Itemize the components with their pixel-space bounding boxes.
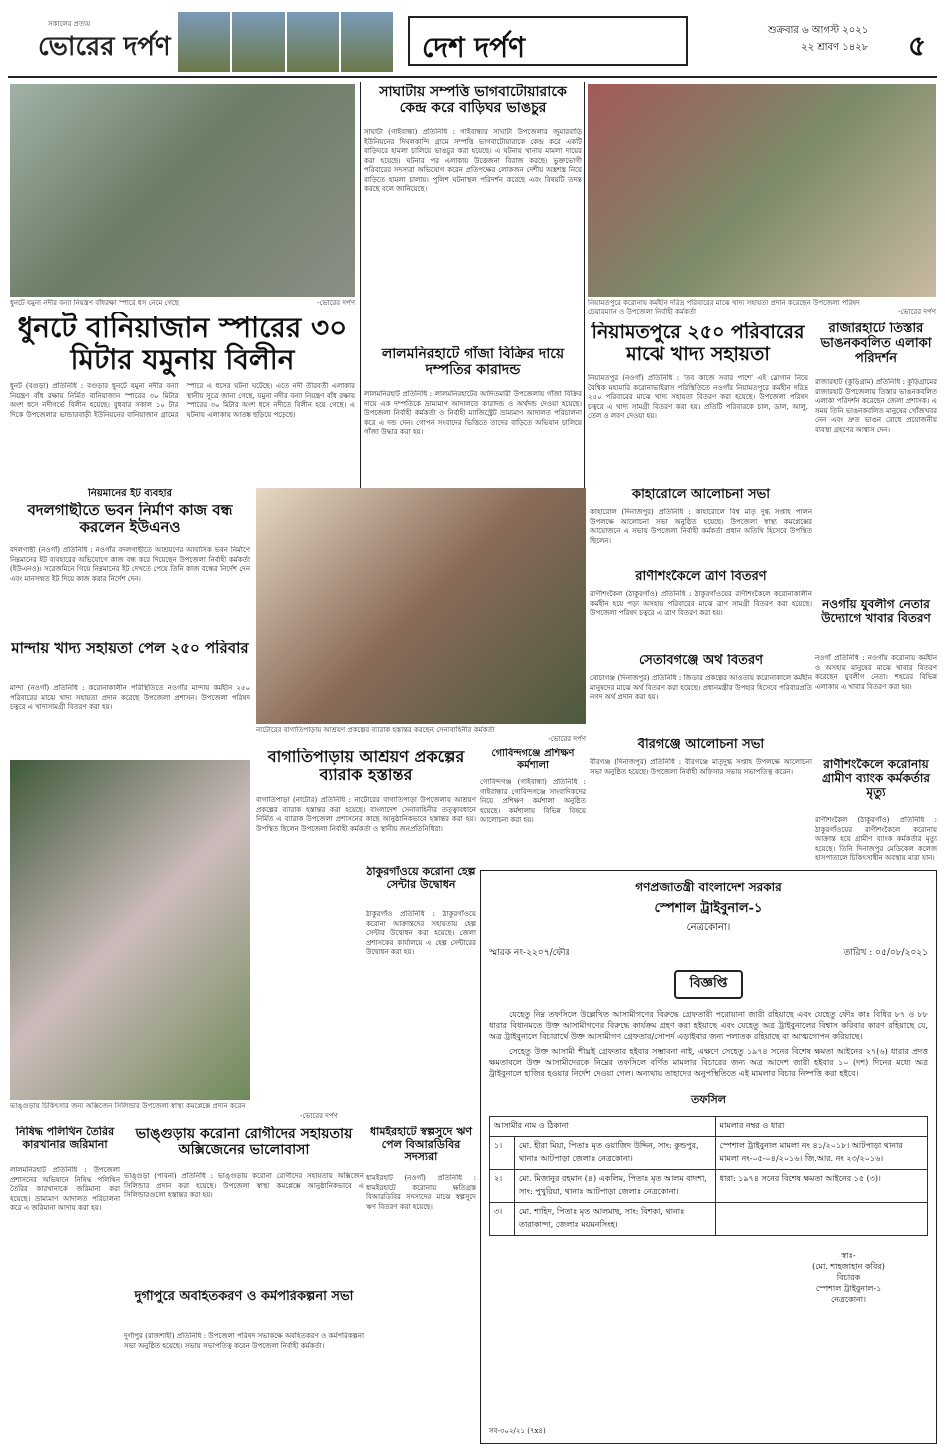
signature-name: (মো. শাহজাহান কবির) bbox=[812, 1262, 885, 1271]
dhunat-caption: ধুনটে যমুনা নদীর বন্যা নিয়ন্ত্রণ বাঁধরক্ষা স্পারে ধস নেমে গেছে bbox=[10, 299, 179, 307]
logo-tagline: সকালের প্রত্যয় bbox=[48, 20, 91, 28]
saghata-headline: সাঘাটায় সম্পত্তি ভাগবাটোয়ারাকে কেন্দ্র করে বাড়িঘর ভাঙচুর bbox=[379, 84, 567, 117]
birganj-headline: বীরগঞ্জে আলোচনা সভা bbox=[637, 738, 765, 752]
schedule-row-number: ১। bbox=[490, 1137, 515, 1170]
schedule-row-number: ৩। bbox=[490, 1203, 515, 1236]
schedule-case bbox=[715, 1203, 928, 1236]
ranishankail-body: রাণীশংকৈল (ঠাকুরগাঁও) প্রতিনিধি : ঠাকুরগাঁওয়ের রাণীশংকৈলে করোনাকালীন কর্মহীন হয়ে পড়া অসহায় পরিবারের মাঝে ত্রাণ সামগ্রী বিতরণ করা হয়েছে। উপজেলা পরিষদ চত্বরে এ ত্রাণ বিতরণ করা হয়। bbox=[590, 590, 812, 617]
niamatpur-credit: -ভোরের দর্পণ bbox=[898, 308, 936, 316]
notice-tribunal: স্পেশাল ট্রাইবুনাল-১ bbox=[654, 901, 763, 916]
lalmonirhat-body: লালমনিরহাট প্রতিনিধি : লালমনিরহাটের আদিতমারী উপজেলায় গাঁজা বিক্রির দায়ে এক দম্পতিকে ভ্রাম্যমাণ আদালতে কারাদন্ড ও অর্থদন্ড দেওয়া হয়েছে। উপজেলা নির্বাহী কর্মকর্তা ও নির্বাহী ম্যাজিস্ট্রেট ভ্রাম্যমাণ আদালত পরিচালনা করে এ দন্ড দেন। গোপন সংবাদের ভিত্তিতে তাদের বাড়িতে অভিযান চালিয়ে গাঁজা উদ্ধার করা হয়। bbox=[364, 390, 582, 436]
notice-paragraph-1: যেহেতু নিম্ন তফসিলে উল্লেখিত আসামীগণের বিরুদ্ধে গ্রেফতারী পরোয়ানা জারী রহিয়াছে এবং যেহেতু ফৌঃ কাঃ বিধির ৮৭ ও ৮৮ ধারার বিধানমতে উক্ত আসামীগণের বিরুদ্ধে কার্যক্রম গ্রহণ করা হইয়াছে এবং যেহেতু অত্র ট্রাইবুনালের বিশ্বাস করিবার কারণ রহিয়াছে যে, অত্র ট্রাইবুনালে বিচারার্থে উক্ত আসামীগণ গ্রেফতার/সোপর্দ এড়াইবার জন্য পলাতক রহিয়াছে বা আত্মগোপন করিয়াছে। bbox=[489, 1010, 928, 1041]
dhunat-headline: ধুনটে বানিয়াজান স্পারের ৩০ মিটার যমুনায় বিলীন bbox=[17, 312, 348, 377]
notice-signature bbox=[769, 1250, 928, 1305]
durgapur-body: দুর্গাপুর (রাজশাহী) প্রতিনিধি : উপজেলা পরিষদ সভাকক্ষে অবহিতকরণ ও কর্মপরিকল্পনা সভা অনুষ্ঠিত হয়েছে। সভায় সভাপতিত্ব করেন উপজেলা নির্বাহী কর্মকর্তা। bbox=[124, 1332, 364, 1350]
manda-body: মান্দা (নওগাঁ) প্রতিনিধি : করোনাকালীন পরিস্থিতিতে নওগাঁর মান্দায় কর্মহীন ২৫০ পরিবারের মাঝে খাদ্য সহায়তা প্রদান করেছে উপজেলা প্রশাসন। উপজেলা পরিষদ চত্বরে এ খাদ্যসামগ্রী বিতরণ করা হয়। bbox=[10, 684, 250, 711]
kaharole-body: কাহারোল (দিনাজপুর) প্রতিনিধি : কাহারোলে বিশ্ব মাতৃ দুগ্ধ সপ্তাহ পালন উপলক্ষে আলোচনা সভা অনুষ্ঠিত হয়েছে। উপজেলা স্বাস্থ্য কমপ্লেক্সের আয়োজনে এ সভায় উপজেলা নির্বাহী কর্মকর্তা প্রধান অতিথি হিসেবে উপস্থিত ছিলেন। bbox=[590, 508, 812, 545]
badalgachhi-headline: বদলগাছীতে ভবন নির্মাণ কাজ বন্ধ করলেন ইউএনও bbox=[27, 502, 233, 537]
niamatpur-photo bbox=[588, 84, 936, 297]
bagatipara-body: বাগাতিপাড়া (নাটোর) প্রতিনিধি : নাটোরের বাগাতিপাড়া উপজেলায় আশ্রয়ণ প্রকল্পের ব্যারাক হস্তান্তর করা হয়েছে। বাংলাদেশ সেনাবাহিনীর তত্ত্বাবধানে নির্মিত এ ব্যারাক উপজেলা প্রশাসনের কাছে আনুষ্ঠানিকভাবে হস্তান্তর করা হয়। উপস্থিত ছিলেন উপজেলা নির্বাহী কর্মকর্তা ও স্থানীয় জনপ্রতিনিধিরা। bbox=[256, 796, 476, 833]
table-row bbox=[490, 1203, 928, 1236]
ranishankail-death-body: রাণীশংকৈল (ঠাকুরগাঁও) প্রতিনিধি : ঠাকুরগাঁওয়ের রাণীশংকৈলে করোনায় আক্রান্ত হয়ে গ্রামীণ ব্যাংক কর্মকর্তার মৃত্যু হয়েছে। তিনি দিনাজপুর মেডিকেল কলেজ হাসপাতালে চিকিৎসাধীন অবস্থায় মারা যান। bbox=[815, 816, 937, 862]
notice-paragraph-2: সেহেতু উক্ত আসামী শীঘ্রই গ্রেফতার হইবার সম্ভাবনা নাই, এক্ষণে সেহেতু ১৯৭৪ সনের বিশেষ ক্ষমতা আইনের ২৭(৬) ধারার প্রদত্ত ক্ষমতাবলে উক্ত আসামীদেরকে নিম্নের তফসিলে বর্ণিত মামলার বিচারের জন্য অত্র আদেশ জারী হইবার ১০ (দশ) দিনের মধ্যে অত্র ট্রাইবুনালে হাজির হওয়ার নির্দেশ দেওয়া গেল। অন্যথায় তাহাদের অনুপস্থিতিতে এই মামলার বিচার নিষ্পত্তি করা হইবে। bbox=[489, 1047, 928, 1078]
table-row bbox=[490, 1137, 928, 1170]
dhamoirhat-headline: ধামইরহাটে স্বল্পসুদে ঋণ পেল বিআরডিবির সদস্যরা bbox=[369, 1126, 473, 1164]
schedule-header-accused: আসামীর নাম ও ঠিকানা bbox=[490, 1117, 716, 1137]
signature-title: বিচারক bbox=[836, 1273, 861, 1282]
masthead-photo-strip bbox=[178, 12, 393, 72]
section-title: দেশ দর্পণ bbox=[408, 16, 688, 66]
newspaper-logo: ভোরের দর্পণ bbox=[38, 32, 171, 62]
notice-schedule-table bbox=[489, 1116, 928, 1236]
naogaon-jubolig-body: নওগাঁ প্রতিনিধি : নওগাঁয় করোনায় কর্মহীন ও অসহায় মানুষের মাঝে খাবার বিতরণ করেছেন যুবলীগ নেতা। শহরের বিভিন্ন এলাকায় এ খাবার বিতরণ করা হয়। bbox=[815, 654, 937, 691]
dateline bbox=[768, 22, 868, 56]
notice-memo: স্মারক নং-২২০৭/ফৌঃ bbox=[489, 948, 571, 958]
niamatpur-headline: নিয়ামতপুরে ২৫০ পরিবারের মাঝে খাদ্য সহায়তা bbox=[591, 322, 805, 365]
bagatipara-photo bbox=[256, 488, 586, 724]
notice-footer-code: সব-৩০২/২১ (৭x৪) bbox=[489, 1427, 546, 1435]
gobindaganj-headline: গোবিন্দগঞ্জে প্রশিক্ষণ কর্মশালা bbox=[491, 748, 575, 771]
date-bengali: ২২ শ্রাবণ ১৪২৮ bbox=[801, 42, 869, 53]
bhangura-body: ভাঙ্গুড়া (পাবনা) প্রতিনিধি : ভাঙ্গুড়ায় করোনা রোগীদের সহায়তায় অক্সিজেন সিলিন্ডার প্রদান করা হয়েছে। উপজেলা স্বাস্থ্য কমপ্লেক্সে আনুষ্ঠানিকভাবে এ সিলিন্ডারগুলো হস্তান্তর করা হয়। bbox=[124, 1172, 364, 1199]
bagatipara-headline: বাগাতিপাড়ায় আশ্রয়ণ প্রকল্পের ব্যারাক হস্তান্তর bbox=[267, 748, 465, 785]
ranishankail-death-headline: রাণীশংকৈলে করোনায় গ্রামীণ ব্যাংক কর্মকর্তার মৃত্যু bbox=[822, 758, 930, 799]
bhangura-photo-caption: ভাঙ্গুড়ায় চিকিৎসার জন্য অক্সিজেন সিলিন্ডার উপজেলা স্বাস্থ্য কমপ্লেক্সে প্রদান করেন bbox=[10, 1102, 246, 1110]
polythene-fine-body: লালমনিরহাট প্রতিনিধি : উপজেলা প্রশাসনের অভিযানে নিষিদ্ধ পলিথিন তৈরির কারখানাকে জরিমানা করা হয়েছে। ভ্রাম্যমাণ আদালত পরিচালনা করে এ জরিমানা আদায় করা হয়। bbox=[10, 1166, 120, 1212]
dhunat-credit: -ভোরের দর্পণ bbox=[317, 299, 355, 307]
dhunat-photo bbox=[10, 84, 355, 297]
schedule-accused: মো. হীরা মিয়া, পিতাঃ মৃত ওয়াজিদ উদ্দিন, সাং: কুন্ডপুর, থানাঃ আটপাড়া জেলাঃ নেত্রকোনা। bbox=[515, 1137, 716, 1170]
notice-title: বিজ্ঞপ্তি bbox=[674, 970, 744, 999]
dhamoirhat-body: ধামইরহাট (নওগাঁ) প্রতিনিধি : ধামইরহাটে করোনায় ক্ষতিগ্রস্ত বিআরডিবির সদস্যদের মাঝে স্বল্পসুদে ঋণ বিতরণ করা হয়েছে। bbox=[366, 1174, 476, 1211]
badalgachhi-body: বদলগাছী (নওগাঁ) প্রতিনিধি : নওগাঁর বদলগাছীতে আশ্রয়ণের আবাসিক ভবন নির্মাণে নিম্নমানের ইট ব্যবহারের অভিযোগে কাজ বন্ধ করে দিয়েছেন উপজেলা নির্বাহী কর্মকর্তা (ইউএনও)। সরেজমিনে গিয়ে নিম্নমানের ইট দেখতে পেয়ে তিনি কাজ বন্ধের নির্দেশ দেন এবং মানসম্মত ইট দিয়ে কাজ করার নির্দেশ দেন। bbox=[10, 546, 250, 583]
notice-place: নেত্রকোনা। bbox=[686, 922, 731, 933]
masthead bbox=[8, 8, 937, 78]
bhangura-headline: ভাঙ্গুড়ায় করোনা রোগীদের সহায়তায় অক্সিজেনের ভালোবাসা bbox=[135, 1126, 353, 1159]
gobindaganj-body: গোবিন্দগঞ্জ (গাইবান্ধা) প্রতিনিধি : গাইবান্ধার গোবিন্দগঞ্জে সাংবাদিকদের নিয়ে প্রশিক্ষণ কর্মশালা অনুষ্ঠিত হয়েছে। কর্মশালায় বিভিন্ন বিষয়ে আলোচনা করা হয়। bbox=[480, 778, 586, 824]
schedule-case: স্পেশাল ট্রাইবুনাল মামলা নং ৪১/২০১৮। আটপাড়া থানার মামলা নং-০৫-০৪/২০১৬। জি.আর. নং ২৩/২০১৬। bbox=[715, 1137, 928, 1170]
bhangura-photo-credit: -ভোরের দর্পণ bbox=[300, 1112, 338, 1120]
notice-government: গণপ্রজাতন্ত্রী বাংলাদেশ সরকার bbox=[635, 880, 782, 894]
notice-date: তারিখ : ০৫/০৮/২০২১ bbox=[843, 948, 928, 958]
setabganj-headline: সেতাবগঞ্জে অর্থ বিতরণ bbox=[639, 654, 763, 668]
schedule-accused: মো. শাহিদ, পিতাঃ মৃত আলমাছ, সাং: বিশকা, থানাঃ তারাকান্দা, জেলাঃ ময়মনসিংহ। bbox=[515, 1203, 716, 1236]
schedule-header-case: মামলার নম্বর ও ধারা bbox=[715, 1117, 928, 1137]
signature-place: নেত্রকোনা। bbox=[831, 1295, 866, 1304]
rajarhat-headline: রাজারহাটে তিস্তার ভাঙনকবলিত এলাকা পরিদর্শন bbox=[820, 322, 932, 366]
kaharole-headline: কাহারোলে আলোচনা সভা bbox=[631, 488, 770, 502]
bagatipara-photo-caption: নাটোরের বাগাতিপাড়ায় আশ্রয়ণ প্রকল্পের ব্যারাক হস্তান্তর করছেন সেনাবাহিনীর কর্মকর্তা bbox=[256, 726, 495, 734]
bhangura-photo bbox=[10, 760, 250, 1100]
ranishankail-headline: রাণীশংকৈলে ত্রাণ বিতরণ bbox=[635, 570, 767, 584]
schedule-accused: মো. মিজানুর রহমান (৪) একলিম, পিতাঃ মৃত আলম বাদশা, সাং: পুখুরিয়া, থানাঃ আটপাড়া জেলাঃ নেত্রকোনা। bbox=[515, 1170, 716, 1203]
setabganj-body: বোচাগঞ্জ (দিনাজপুর) প্রতিনিধি : জিডার প্রকল্পের আওতায় করোনাকালে কর্মহীন মানুষদের মাঝে অর্থ বিতরণ করা হয়েছে। প্রধানমন্ত্রীর উপহার হিসেবে পরিবারপ্রতি নগদ অর্থ প্রদান করা হয়। bbox=[590, 674, 812, 701]
signature-mark: স্বাঃ- bbox=[841, 1251, 856, 1260]
signature-tribunal: স্পেশাল ট্রাইবুনাল-১ bbox=[815, 1284, 882, 1293]
manda-headline: মান্দায় খাদ্য সহায়তা পেল ২৫০ পরিবার bbox=[11, 640, 249, 657]
thakurgaon-body: ঠাকুরগাঁও প্রতিনিধি : ঠাকুরগাঁওয়ে করোনা আক্রান্তদের সহায়তায় হেল্প সেন্টার উদ্বোধন করা হয়েছে। জেলা প্রশাসকের কার্যালয়ে এ হেল্প সেন্টারের উদ্বোধন করা হয়। bbox=[366, 910, 476, 956]
page-number: ৫ bbox=[908, 29, 927, 62]
schedule-row-number: ২। bbox=[490, 1170, 515, 1203]
notice-schedule-title: তফসিল bbox=[691, 1093, 726, 1106]
naogaon-jubolig-headline: নওগাঁয় যুবলীগ নেতার উদ্যোগে খাবার বিতরণ bbox=[821, 598, 931, 625]
thakurgaon-headline: ঠাকুরগাঁওয়ে করোনা হেল্প সেন্টার উদ্বোধন bbox=[366, 866, 476, 891]
rajarhat-body: রাজারহাট (কুড়িগ্রাম) প্রতিনিধি : কুড়িগ্রামের রাজারহাট উপজেলায় তিস্তার ভাঙনকবলিত এলাকা পরিদর্শন করেছেন জেলা প্রশাসক। এ সময় তিনি ভাঙনকবলিত মানুষের খোঁজখবর নেন এবং দ্রুত ভাঙন রোধে প্রয়োজনীয় ব্যবস্থা গ্রহণের আশ্বাস দেন। bbox=[815, 378, 937, 434]
niamatpur-body: নিয়ামতপুর (নওগাঁ) প্রতিনিধি : 'তব কাজে সবার পাশে' এই স্লোগান নিয়ে বৈশ্বিক মহামারি করোনাভাইরাস পরিস্থিতিতে নওগাঁর নিয়ামতপুরে কর্মহীন দরিদ্র ২৫০ পরিবারের মাঝে খাদ্য সহায়তা বিতরণ করা হয়েছে। উপজেলা পরিষদ চত্বরে এ খাদ্য সামগ্রী বিতরণ করা হয়। প্রতিটি পরিবারকে চাল, ডাল, আলু, তেল ও লবণ দেওয়া হয়। bbox=[588, 374, 808, 420]
lalmonirhat-headline: লালমনিরহাটে গাঁজা বিক্রির দায়ে দম্পতির কারাদন্ড bbox=[381, 346, 565, 379]
niamatpur-caption: নিয়ামতপুরে করোনায় কর্মহীন দরিদ্র পরিবারের মাঝে খাদ্য সহায়তা প্রদান করেছেন উপজেলা পরিষদ চেয়ারম্যান ও উপজেলা নির্বাহী কর্মকর্তা bbox=[588, 299, 860, 316]
badalgachhi-kicker: নিয়মানের ইট ব্যবহার bbox=[88, 488, 172, 499]
saghata-body: সাঘাটা (গাইবান্ধা) প্রতিনিধি : গাইবান্ধার সাঘাটা উপজেলার জুমারবাড়ি ইউনিয়নের দিঘলকান্দি গ্রামে সম্পত্তি ভাগবাটোয়ারাকে কেন্দ্র করে একটি বাড়িঘরে হামলা চালিয়ে ভাঙচুর করা হয়েছে। এ ঘটনায় থানায় মামলা দায়ের করা হয়েছে। ঘটনার পর এলাকায় উত্তেজনা বিরাজ করছে। ভুক্তভোগী পরিবারের সদস্যরা অভিযোগ করেন প্রতিপক্ষের লোকজন দেশীয় অস্ত্রশস্ত্র নিয়ে বাড়িতে হামলা চালায়। পুলিশ ঘটনাস্থল পরিদর্শন করেছে এবং বিষয়টি তদন্ত করছে বলে জানিয়েছে। bbox=[364, 128, 582, 193]
date-gregorian: শুক্রবার ৬ আগস্ট ২০২১ bbox=[768, 25, 869, 36]
dhunat-body: ধুনট (বগুড়া) প্রতিনিধি : বগুড়ার ধুনটে যমুনা নদীর বন্যা নিয়ন্ত্রণ বাঁধ রক্ষায় নির্মিত বানিয়াজান স্পারের ৩০ মিটার অংশ ধসে নদীগর্ভে বিলীন হয়েছে। বুধবার সকাল ১০ টার দিকে উপজেলার ভান্ডারবাড়ী ইউনিয়নের বানিয়াজান গ্রামের স্পারে এ ধসের ঘটনা ঘটেছে। এতে নদী তীরবর্তী এলাকার স্থানীয় সুত্রে জানা গেছে, যমুনা নদীর বন্যা নিয়ন্ত্রণ বাঁধ রক্ষায় স্পারের ৩০ মিটার অংশ ধসে নদীতে বিলীন হয়ে গেছে। এ ঘটনায় এলাকায় আতঙ্ক ছড়িয়ে পড়েছে। bbox=[10, 382, 355, 419]
table-row bbox=[490, 1170, 928, 1203]
durgapur-headline: দুর্গাপুরে অবহিতকরণ ও কর্মপরিকল্পনা সভা bbox=[134, 1290, 354, 1304]
birganj-body: বীরগঞ্জ (দিনাজপুর) প্রতিনিধি : বীরগঞ্জে মাতৃদুগ্ধ সপ্তাহ উপলক্ষে আলোচনা সভা অনুষ্ঠিত হয়েছে। উপজেলা নির্বাহী অফিসার সভায় সভাপতিত্ব করেন। bbox=[590, 758, 812, 776]
bagatipara-photo-credit: -ভোরের দর্পণ bbox=[548, 735, 586, 743]
court-notice bbox=[480, 870, 937, 1444]
polythene-fine-headline: নিষিদ্ধ পলিথিন তৈরির কারখানার জরিমানা bbox=[15, 1126, 115, 1151]
schedule-case: ধারা: ১৯৭৪ সনের বিশেষ ক্ষমতা আইনের ১৫ (৩)। bbox=[715, 1170, 928, 1203]
